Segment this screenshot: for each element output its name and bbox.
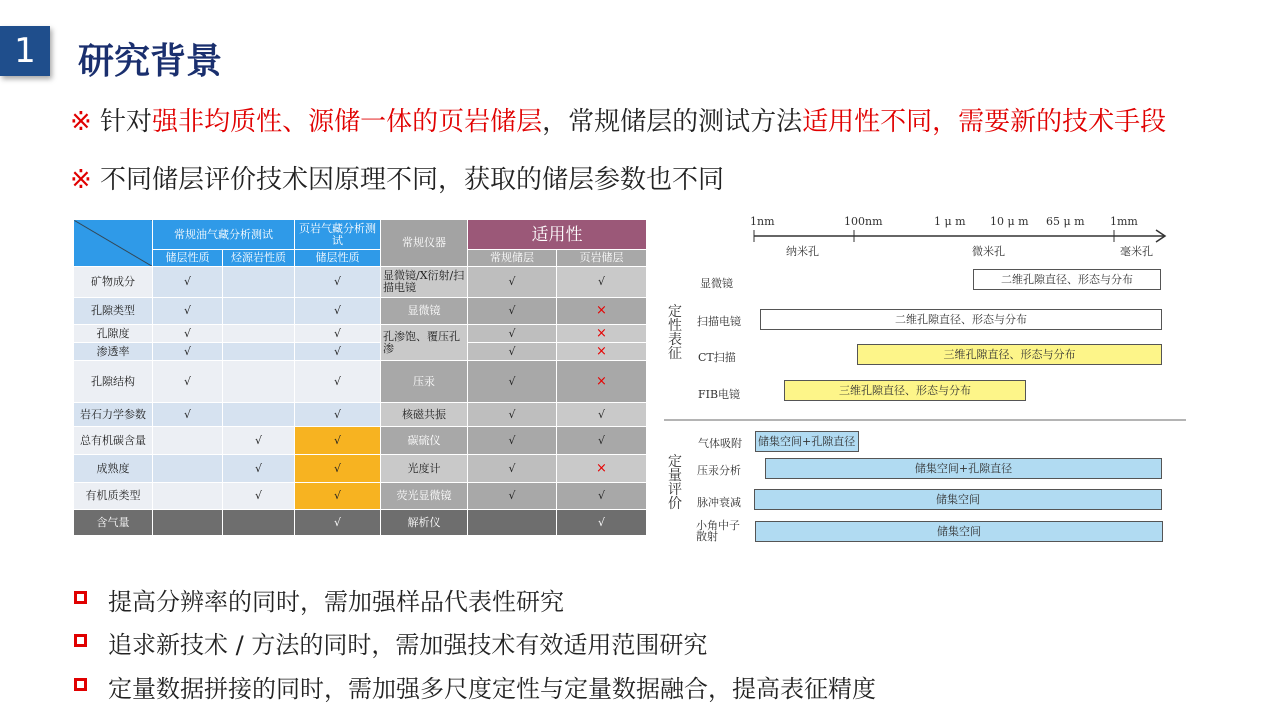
table-row [74, 325, 647, 343]
instrument-cell: 荧光显微镜 [381, 483, 468, 510]
scale-tick: 100nm [844, 215, 883, 228]
method-label: CT扫描 [698, 351, 736, 364]
range-bar: 二维孔隙直径、形态与分布 [973, 269, 1161, 290]
scale-tick: 1nm [750, 215, 775, 228]
cell: × [557, 455, 647, 483]
cell: √ [295, 267, 381, 298]
method-label: 小角中子散射 [696, 519, 740, 543]
bullet-highlight: 强非均质性、源储一体的页岩储层 [152, 107, 543, 137]
cell: √ [223, 455, 295, 483]
cell: √ [295, 483, 381, 510]
header-conventional-group: 常规油气藏分析测试 [153, 220, 295, 250]
bullet-highlight: 适用性不同，需要新的技术手段 [802, 107, 1167, 137]
scale-tick: 1 μ m [934, 215, 966, 228]
row-name: 渗透率 [74, 343, 153, 361]
instrument-cell: 显微镜/X衍射/扫描电镜 [381, 267, 468, 298]
row-name: 总有机碳含量 [74, 427, 153, 455]
range-bar: 储集空间+孔隙直径 [765, 458, 1162, 479]
cell: √ [557, 483, 647, 510]
range-bar: 二维孔隙直径、形态与分布 [760, 309, 1162, 330]
range-bar: 储集空间+孔隙直径 [755, 431, 859, 452]
range-bar: 三维孔隙直径、形态与分布 [857, 344, 1162, 365]
conclusion-item: 提高分辨率的同时，需加强样品代表性研究 [108, 588, 564, 616]
scale-tick: 1mm [1110, 215, 1138, 228]
cell: √ [295, 361, 381, 403]
cell [223, 343, 295, 361]
bullet-1 [70, 101, 1166, 138]
range-bar: 储集空间 [755, 521, 1163, 542]
pore-class: 毫米孔 [1120, 245, 1153, 258]
cell: √ [295, 427, 381, 455]
cell: √ [295, 325, 381, 343]
cell: √ [295, 510, 381, 536]
pore-class: 纳米孔 [786, 245, 819, 258]
table-row [74, 483, 647, 510]
scale-tick: 10 μ m [990, 215, 1029, 228]
cell: √ [468, 455, 557, 483]
row-name: 岩石力学参数 [74, 403, 153, 427]
table-row [74, 510, 647, 536]
conclusion-item: 追求新技术 / 方法的同时，需加强技术有效适用范围研究 [108, 631, 708, 659]
table-row [74, 267, 647, 298]
cell [223, 510, 295, 536]
page-title: 研究背景 [78, 41, 223, 82]
bullet-text: 针对 [91, 107, 153, 137]
checkbox-bullet-icon [74, 634, 87, 647]
qualitative-label: 定性表征 [668, 304, 682, 362]
cell: √ [223, 427, 295, 455]
conclusion-item: 定量数据拼接的同时，需加强多尺度定性与定量数据融合，提高表征精度 [108, 675, 876, 703]
quantitative-label: 定量评价 [668, 454, 682, 512]
pore-scale-diagram [664, 212, 1186, 548]
checkbox-bullet-icon [74, 591, 87, 604]
cell: √ [468, 343, 557, 361]
cell: √ [468, 361, 557, 403]
table-row [74, 298, 647, 325]
instrument-cell: 碳硫仪 [381, 427, 468, 455]
cell: √ [295, 298, 381, 325]
row-name: 孔隙类型 [74, 298, 153, 325]
cell: √ [557, 427, 647, 455]
section-number: 1 [0, 26, 50, 76]
cell [153, 427, 223, 455]
cell: × [557, 343, 647, 361]
cell: √ [153, 343, 223, 361]
cell [223, 298, 295, 325]
instrument-cell: 压汞 [381, 361, 468, 403]
cell: × [557, 361, 647, 403]
header-shale-group: 页岩气藏分析测试 [295, 220, 381, 250]
table-row [74, 343, 647, 361]
pore-class: 微米孔 [972, 245, 1005, 258]
row-name: 含气量 [74, 510, 153, 536]
checkbox-bullet-icon [74, 678, 87, 691]
cell [223, 403, 295, 427]
method-label: FIB电镜 [698, 388, 741, 401]
cell [223, 361, 295, 403]
subheader: 储层性质 [295, 250, 381, 267]
cell: √ [153, 267, 223, 298]
bullet-mark: ※ [70, 107, 92, 137]
cell: × [557, 298, 647, 325]
header-instrument: 常规仪器 [381, 220, 468, 267]
header-applicability: 适用性 [468, 220, 647, 250]
bullet-mark: ※ [70, 165, 92, 195]
range-bar: 三维孔隙直径、形态与分布 [784, 380, 1026, 401]
cell [223, 267, 295, 298]
cell [468, 510, 557, 536]
cell: √ [153, 403, 223, 427]
subheader: 常规储层 [468, 250, 557, 267]
table-row [74, 361, 647, 403]
instrument-cell: 显微镜 [381, 298, 468, 325]
subheader: 烃源岩性质 [223, 250, 295, 267]
range-bar: 储集空间 [754, 489, 1162, 510]
cell: √ [153, 325, 223, 343]
header-corner [74, 220, 153, 267]
instrument-cell: 孔渗饱、覆压孔渗 [381, 325, 468, 361]
cell: √ [295, 343, 381, 361]
bullet-2 [70, 159, 724, 196]
row-name: 矿物成分 [74, 267, 153, 298]
cell: √ [468, 403, 557, 427]
row-name: 有机质类型 [74, 483, 153, 510]
cell: √ [153, 298, 223, 325]
row-name: 孔隙度 [74, 325, 153, 343]
cell: √ [468, 427, 557, 455]
cell [153, 510, 223, 536]
cell: √ [557, 267, 647, 298]
cell: √ [223, 483, 295, 510]
cell: √ [468, 267, 557, 298]
subheader: 储层性质 [153, 250, 223, 267]
cell: √ [295, 455, 381, 483]
instrument-cell: 核磁共振 [381, 403, 468, 427]
instrument-cell: 光度计 [381, 455, 468, 483]
cell: √ [468, 483, 557, 510]
table-row [74, 427, 647, 455]
cell [223, 325, 295, 343]
cell: √ [468, 298, 557, 325]
method-label: 压汞分析 [697, 464, 741, 477]
bullet-text: 不同储层评价技术因原理不同，获取的储层参数也不同 [91, 165, 725, 195]
cell: √ [468, 325, 557, 343]
table-row [74, 403, 647, 427]
table-row [74, 455, 647, 483]
row-name: 成熟度 [74, 455, 153, 483]
cell [153, 455, 223, 483]
method-label: 气体吸附 [698, 437, 742, 450]
cell: √ [153, 361, 223, 403]
method-label: 显微镜 [700, 277, 733, 290]
method-label: 脉冲衰减 [697, 496, 741, 509]
comparison-table [73, 219, 647, 536]
scale-tick: 65 μ m [1046, 215, 1085, 228]
cell: √ [295, 403, 381, 427]
cell: √ [557, 510, 647, 536]
subheader: 页岩储层 [557, 250, 647, 267]
cell [153, 483, 223, 510]
method-label: 扫描电镜 [697, 315, 741, 328]
instrument-cell: 解析仪 [381, 510, 468, 536]
cell: × [557, 325, 647, 343]
cell: √ [557, 403, 647, 427]
row-name: 孔隙结构 [74, 361, 153, 403]
bullet-text: ，常规储层的测试方法 [542, 107, 803, 137]
